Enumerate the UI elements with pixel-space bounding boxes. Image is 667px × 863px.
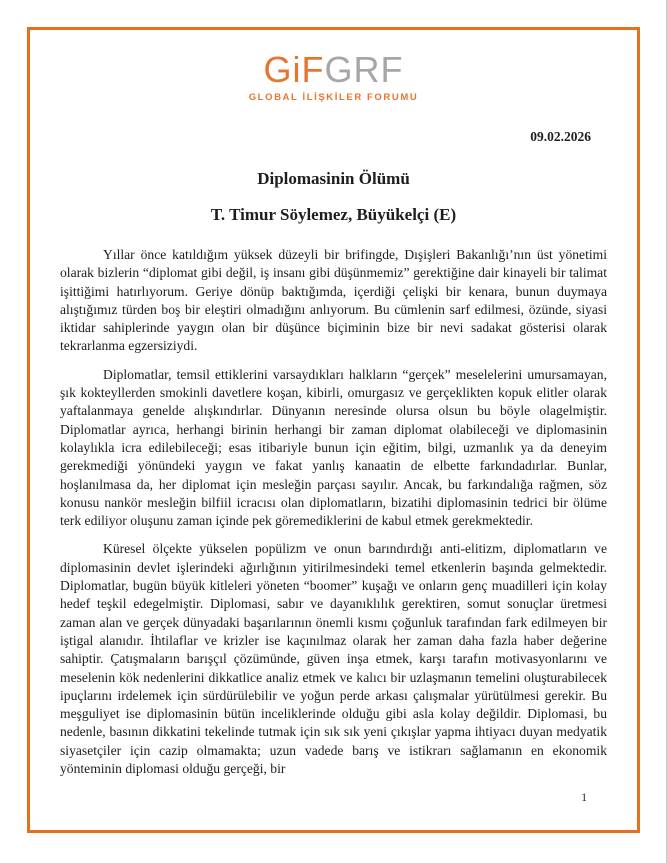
article-author: T. Timur Söylemez, Büyükelçi (E) (210, 205, 457, 224)
page-number: 1 (581, 792, 587, 804)
logo (60, 49, 607, 103)
paragraph-3: Küresel ölçekte yükselen popülizm ve onun barındırdığı anti-elitizm, diplomatların ve diplomasinin devlet işlerindeki ağırlığının yitirilmesindeki temel etkenlerin başında gelmektedir. Diplomatlar, bugün büyük kitleleri yöneten “boomer” kuşağı ve onların genç muadilleri için kolay hedef teşkil edegelmiştir. Diplomasi, sabır ve dayanıklılık gerektiren, somut sonuçlar üretmesi zaman alan ve gerçek dünyadaki başarılarının önemli kısmı çoğunluk tarafından fark edilmeyen bir iştigal alanıdır. İhtilaflar ve krizler ise kaçınılmaz olarak her zaman daha fazla haber değerine sahiptir. Çatışmaların barışçıl çözümünde, güven inşa etmek, karşı tarafın motivasyonlarını ve meselenin kök nedenlerini dikkatlice analiz etmek ve kalıcı bir uzlaşmanın temelini oluşturabilecek ipuçlarını irdelemek için sürdürülebilir ve yoğun perde arkası çalışmalar yürütülmesi gerekir. Bu meşguliyet ise diplomasinin bütün inceliklerinde olduğu gibi asla kolay değildir. Diplomasi, bu nedenle, basının dikkatini tekelinde tutmak için sık sık yeni çıkışlar yapma ihtiyacı duyan medyatik siyasetçiler için cazip olmamakta; uzun vadede barış ve istikrarı sağlamanın en ekonomik yönteminin diplomasi olduğu gerçeği, bir (60, 541, 607, 777)
logo-wordmark (60, 49, 607, 90)
article-body (60, 246, 607, 778)
logo-gif-text: GiF (263, 49, 325, 90)
logo-grf-text: GRF (324, 49, 404, 90)
page-border-frame (27, 27, 640, 833)
document-date: 09.02.2026 (530, 129, 591, 144)
paragraph-2: Diplomatlar, temsil ettiklerini varsaydıkları halkların “gerçek” meselelerini umursamayan, şık kokteyllerden smokinli davetlere koşan, kibirli, omurgasız ve gerçeklikten kopuk elitler olarak yaftalanmaya genelde alışkındırlar. Dünyanın neresinde olursa olsun bu böyle olagelmiştir. Diplomatlar ayrıca, herhangi birinin herhangi bir zaman diplomat olabileceği ve diplomasinin kolaylıkla icra edilebileceği; esas itibariyle bunun için eğitim, bilgi, uzmanlık ya da deneyim gerekmediği yönündeki yaygın ve fakat yanlış kanaatin de elbette farkındadırlar. Bunlar, hoşlanılmasa da, her diplomat için mesleğin parçası sayılır. Ancak, bu farkındalığa rağmen, söz konusu nankör mesleğin bilfiil icracısı olan diplomatların, bizatihi diplomasinin tedrici bir ölüme terk ediliyor oluşunu zaman içinde pek göremediklerini de kabul etmek gerekmektedir. (60, 366, 607, 529)
article-title: Diplomasinin Ölümü (257, 169, 410, 188)
logo-tagline: GLOBAL İLİŞKİLER FORUMU (248, 92, 419, 103)
paragraph-1: Yıllar önce katıldığım yüksek düzeyli bir brifingde, Dışişleri Bakanlığı’nın üst yönetimi olarak bizlerin “diplomat gibi değil, iş insanı gibi düşünmemiz” gerektiğine dair kinayeli bir talimat işittiğimi hatırlıyorum. Geriye dönüp baktığımda, içerdiği çelişki bir kenara, bunun duymaya alıştığımız türden boş bir eleştiri olmadığını anlıyorum. Bu cümlenin sarf edilmesi, özünde, siyasi iktidar sahiplerinde yaygın olan bir düşünce biçiminin bize bir nevi sadakat gösterisi olarak tekrarlanma egzersiziydi. (60, 247, 607, 354)
